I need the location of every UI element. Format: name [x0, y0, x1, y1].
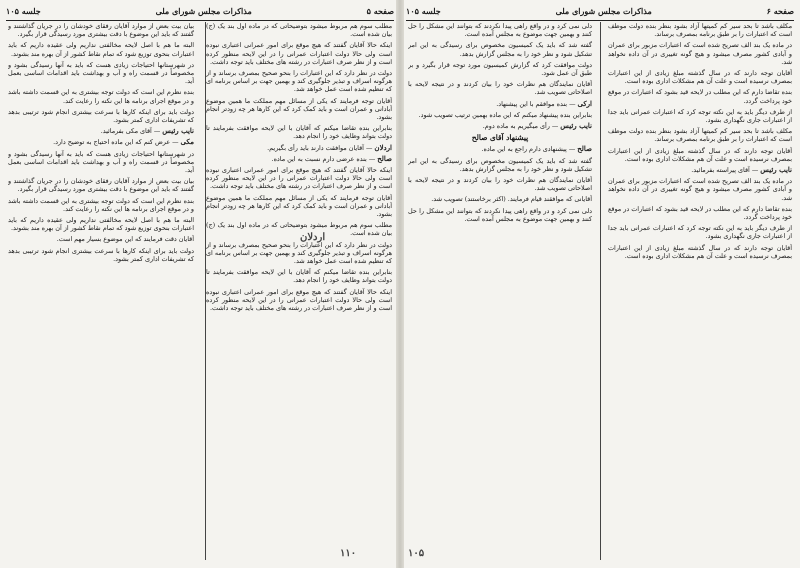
paragraph: آقایان توجه دارند که در سال گذشته مبلغ زیادی از این اعتبارات بمصرف نرسیده است و علت آن هم مشکلات اداری بوده است. [608, 146, 792, 163]
paragraph: البته ما هم با اصل لایحه مخالفتی نداریم ولی عقیده داریم که باید اعتبارات بنحوی توزیع شود که تمام نقاط کشور از آن بهره مند بشوند. [8, 216, 194, 233]
left-page-session: جلسه ۱۰۵ [6, 6, 41, 16]
right-page-column-left [408, 22, 592, 560]
paragraph: گفته شد که باید یک کمیسیون مخصوص برای رسیدگی به این امر تشکیل شود و نظر خود را به مجلس گزارش بدهد. [408, 156, 592, 173]
speaker-name: مکی [180, 137, 194, 147]
paragraph: دولت موافقت کرد که گزارش کمیسیون مورد توجه قرار بگیرد و بر طبق آن عمل شود. [408, 60, 592, 78]
speaker-name: صالح [577, 144, 592, 154]
paragraph: بنابراین بنده تقاضا میکنم که آقایان با این لایحه موافقت بفرمایند تا دولت بتواند وظایف خود را انجام دهد. [206, 124, 392, 141]
paragraph: اینکه حالا آقایان گفتند که هیچ موقع برای امور عمرانی اعتباری نبوده است ولی حالا دولت اعتبارات عمرانی را در این لایحه منظور کرده است و از نظر صرف اعتبارات در رشته های مختلف باید توجه داشت. [206, 166, 392, 191]
speaker-line: نایب رئیس — آقای مکی بفرمائید. [100, 126, 194, 136]
paragraph: اینکه حالا آقایان گفتند که هیچ موقع برای امور عمرانی اعتباری نبوده است ولی حالا دولت اعتبارات عمرانی را در این لایحه منظور کرده است و از نظر صرف اعتبارات در رشته های مختلف باید توجه داشت. [206, 41, 392, 66]
paragraph: بنده نظرم این است که دولت توجه بیشتری به این قسمت داشته باشد و در موقع اجرای برنامه ها این نکته را رعایت کند. [8, 88, 194, 105]
paragraph: مکلف باشد تا بحد سیر کم کمیتها آزاد بشود بنظر بنده دولت موظف است که اعتبارات را بر طبق برنامه بمصرف برساند. [608, 127, 792, 144]
right-page-label: صفحه ۶ [766, 6, 794, 16]
paragraph: دولت باید برای اینکه کارها با سرعت بیشتری انجام شود ترتیبی بدهد که تشریفات اداری کمتر بشود. [8, 107, 194, 125]
section-heading: پیشنهاد آقای صالح [471, 133, 529, 143]
paragraph: در شهرستانها احتیاجات زیادی هست که باید به آنها رسیدگی بشود و مخصوصاً در قسمت راه و آب و بهداشت باید اقدامات اساسی بعمل آید. [8, 60, 194, 86]
speaker-text: آقای مکی بفرمائید. [100, 127, 152, 136]
left-page-column-left [8, 22, 194, 560]
paragraph: مطلب سوم هم مربوط میشود بتوضیحاتی که در ماده اول بند یک (ج) بیان شده است. [206, 22, 392, 39]
column-divider [600, 22, 601, 560]
speaker-name: ارکی [577, 98, 592, 108]
paragraph: از طرف دیگر باید به این نکته توجه کرد که اعتبارات عمرانی باید جدا از اعتبارات جاری نگهداری بشود. [608, 224, 792, 241]
speaker-text: بنده عرضی دارم نسبت به این ماده. [271, 154, 367, 163]
right-page [400, 0, 800, 568]
page-number-mark: ۱۱۰ [340, 548, 357, 559]
left-page-title: مذاکرات مجلس شورای ملی [155, 6, 252, 16]
paragraph: از طرف دیگر باید به این نکته توجه کرد که اعتبارات عمرانی باید جدا از اعتبارات جاری نگهداری بشود. [608, 107, 792, 125]
paragraph: گفته شد که باید یک کمیسیون مخصوص برای رسیدگی به این امر تشکیل شود و نظر خود را به مجلس گزارش بدهد. [408, 41, 592, 58]
paragraph: آقایان نمایندگان هم نظرات خود را بیان کردند و در نتیجه لایحه با اصلاحاتی تصویب شد. [408, 80, 592, 97]
speaker-line: صالح — پیشنهادی دارم راجع به این ماده. [481, 144, 592, 154]
paragraph: بیان بیت بعض از موارد آقایان رفقای خودشان را در جریان گذاشتند و گفتند که باید این موضوع با دقت بیشتری مورد رسیدگی قرار بگیرد. [8, 177, 194, 194]
right-page-column-right [608, 22, 792, 560]
speaker-text: آقایان موافقت دارند باید رأی بگیریم. [267, 143, 364, 152]
paragraph: آقایان توجه فرمایند که یکی از مسائل مهم مملکت ما همین موضوع آبادانی و عمران است و باید کمک کرد که این کارها هر چه زودتر انجام بشود. [206, 193, 392, 219]
speaker-line: ارکی — بنده موافقم با این پیشنهاد. [496, 98, 592, 108]
paragraph: آقایان نمایندگان هم نظرات خود را بیان کردند و در نتیجه لایحه با اصلاحاتی تصویب شد. [408, 176, 592, 193]
paragraph: آقایان توجه دارند که در سال گذشته مبلغ زیادی از این اعتبارات بمصرف نرسیده است و علت آن هم مشکلات اداری بوده است. [608, 243, 792, 260]
paragraph: دلی نمی کرد و در واقع راهی پیدا نکردند که بتوانند این مشکل را حل کنند و بهمین جهت موضوع به مجلس آمده است. [408, 22, 592, 39]
paragraph: بنده تقاضا دارم که این مطلب در لایحه قید بشود که اعتبارات در موقع خود پرداخت گردد. [608, 88, 792, 105]
speaker-name: نایب رئیس [760, 165, 792, 175]
speaker-line: نایب رئیس — آقای پیراسته بفرمائید. [691, 165, 792, 175]
column-divider [205, 22, 206, 560]
left-page-column-right [206, 22, 392, 560]
speaker-text: رأی میگیریم به ماده دوم. [482, 122, 550, 131]
speaker-name: نایب رئیس [560, 121, 592, 131]
speaker-line: صالح — بنده عرضی دارم نسبت به این ماده. [271, 153, 392, 163]
speaker-line: نایب رئیس — رأی میگیریم به ماده دوم. [482, 121, 592, 131]
paragraph: بیان بیت بعض از موارد آقایان رفقای خودشان را در جریان گذاشتند و گفتند که باید این موضوع با دقت بیشتری مورد رسیدگی قرار بگیرد. [8, 22, 194, 39]
closing-line: آقایان دقت فرمایند که این موضوع بسیار مهم است. [56, 235, 194, 244]
left-page-header [6, 4, 394, 18]
speaker-text: آقای پیراسته بفرمائید. [691, 166, 750, 175]
header-rule [6, 20, 394, 21]
paragraph: بنابراین بنده پیشنهاد میکنم که این ماده بهمین ترتیب تصویب شود. [418, 110, 592, 119]
speaker-name: نایب رئیس [162, 126, 194, 136]
speaker-text: پیشنهادی دارم راجع به این ماده. [481, 145, 567, 154]
paragraph: در ماده یک بند الف تصریح شده است که اعتبارات مزبور برای عمران و آبادی کشور مصرف میشود و هیچ گونه تغییری در آن داده نخواهد شد. [608, 41, 792, 66]
paragraph: دولت در نظر دارد که این اعتبارات را بنحو صحیح بمصرف برساند و از هرگونه اسراف و تبذیر جلوگیری کند و بهمین جهت بر اساس برنامه ای که تنظیم شده است عمل خواهد شد. [206, 240, 392, 266]
right-page-header [406, 4, 794, 18]
speaker-text: بنده موافقم با این پیشنهاد. [496, 99, 568, 108]
speaker-line: مکی — عرض کنم که این ماده احتیاج به توضیح دارد. [53, 137, 194, 147]
paragraph: بنابراین بنده تقاضا میکنم که آقایان با این لایحه موافقت بفرمایند تا دولت بتواند وظایف خود را انجام دهد. [206, 268, 392, 285]
speaker-line: اردلان — آقایان موافقت دارند باید رأی بگیریم. [267, 142, 392, 152]
speaker-name: صالح [377, 153, 392, 163]
speaker-text: عرض کنم که این ماده احتیاج به توضیح دارد. [53, 138, 171, 147]
page-number-mark: ۱۰۵ [408, 548, 425, 559]
paragraph: در ماده یک بند الف تصریح شده است که اعتبارات مزبور برای عمران و آبادی کشور مصرف میشود و هیچ گونه تغییری در آن داده نخواهد شد. [608, 177, 792, 202]
margin-mark: اردلان [300, 232, 326, 243]
paragraph: آقایان توجه دارند که در سال گذشته مبلغ زیادی از این اعتبارات بمصرف نرسیده است و علت آن هم مشکلات اداری بوده است. [608, 69, 792, 86]
header-rule [406, 20, 794, 21]
paragraph: بنده تقاضا دارم که این مطلب در لایحه قید بشود که اعتبارات در موقع خود پرداخت گردد. [608, 204, 792, 222]
paragraph: اینکه حالا آقایان گفتند که هیچ موقع برای امور عمرانی اعتباری نبوده است ولی حالا دولت اعتبارات عمرانی را در این لایحه منظور کرده است و از نظر صرف اعتبارات در رشته های مختلف باید توجه داشت. [206, 287, 392, 313]
paragraph: مطلب سوم هم مربوط میشود بتوضیحاتی که در ماده اول بند یک (ج) بیان شده است. [206, 221, 392, 238]
speaker-name: اردلان [374, 142, 392, 152]
paragraph: بنده نظرم این است که دولت توجه بیشتری به این قسمت داشته باشد و در موقع اجرای برنامه ها این نکته را رعایت کند. [8, 196, 194, 213]
paragraph: دولت باید برای اینکه کارها با سرعت بیشتری انجام شود ترتیبی بدهد که تشریفات اداری کمتر بشود. [8, 246, 194, 263]
paragraph: مکلف باشد تا بحد سیر کم کمیتها آزاد بشود بنظر بنده دولت موظف است که اعتبارات را بر طبق برنامه بمصرف برساند. [608, 22, 792, 39]
left-page-label: صفحه ۵ [366, 6, 394, 16]
paragraph: دلی نمی کرد و در واقع راهی پیدا نکردند که بتوانند این مشکل را حل کنند و بهمین جهت موضوع به مجلس آمده است. [408, 206, 592, 223]
right-page-title: مذاکرات مجلس شورای ملی [555, 6, 652, 16]
paragraph: البته ما هم با اصل لایحه مخالفتی نداریم ولی عقیده داریم که باید اعتبارات بنحوی توزیع شود که تمام نقاط کشور از آن بهره مند بشوند. [8, 41, 194, 58]
paragraph: در شهرستانها احتیاجات زیادی هست که باید به آنها رسیدگی بشود و مخصوصاً در قسمت راه و آب و بهداشت باید اقدامات اساسی بعمل آید. [8, 149, 194, 175]
paragraph: آقایان توجه فرمایند که یکی از مسائل مهم مملکت ما همین موضوع آبادانی و عمران است و باید کمک کرد که این کارها هر چه زودتر انجام بشود. [206, 96, 392, 122]
closing-line: آقایانی که موافقند قیام فرمایند. (اکثر برخاستند) تصویب شد. [431, 195, 592, 204]
right-page-session: جلسه ۱۰۵ [406, 6, 441, 16]
paragraph: دولت در نظر دارد که این اعتبارات را بنحو صحیح بمصرف برساند و از هرگونه اسراف و تبذیر جلوگیری کند و بهمین جهت بر اساس برنامه ای که تنظیم شده است عمل خواهد شد. [206, 69, 392, 94]
